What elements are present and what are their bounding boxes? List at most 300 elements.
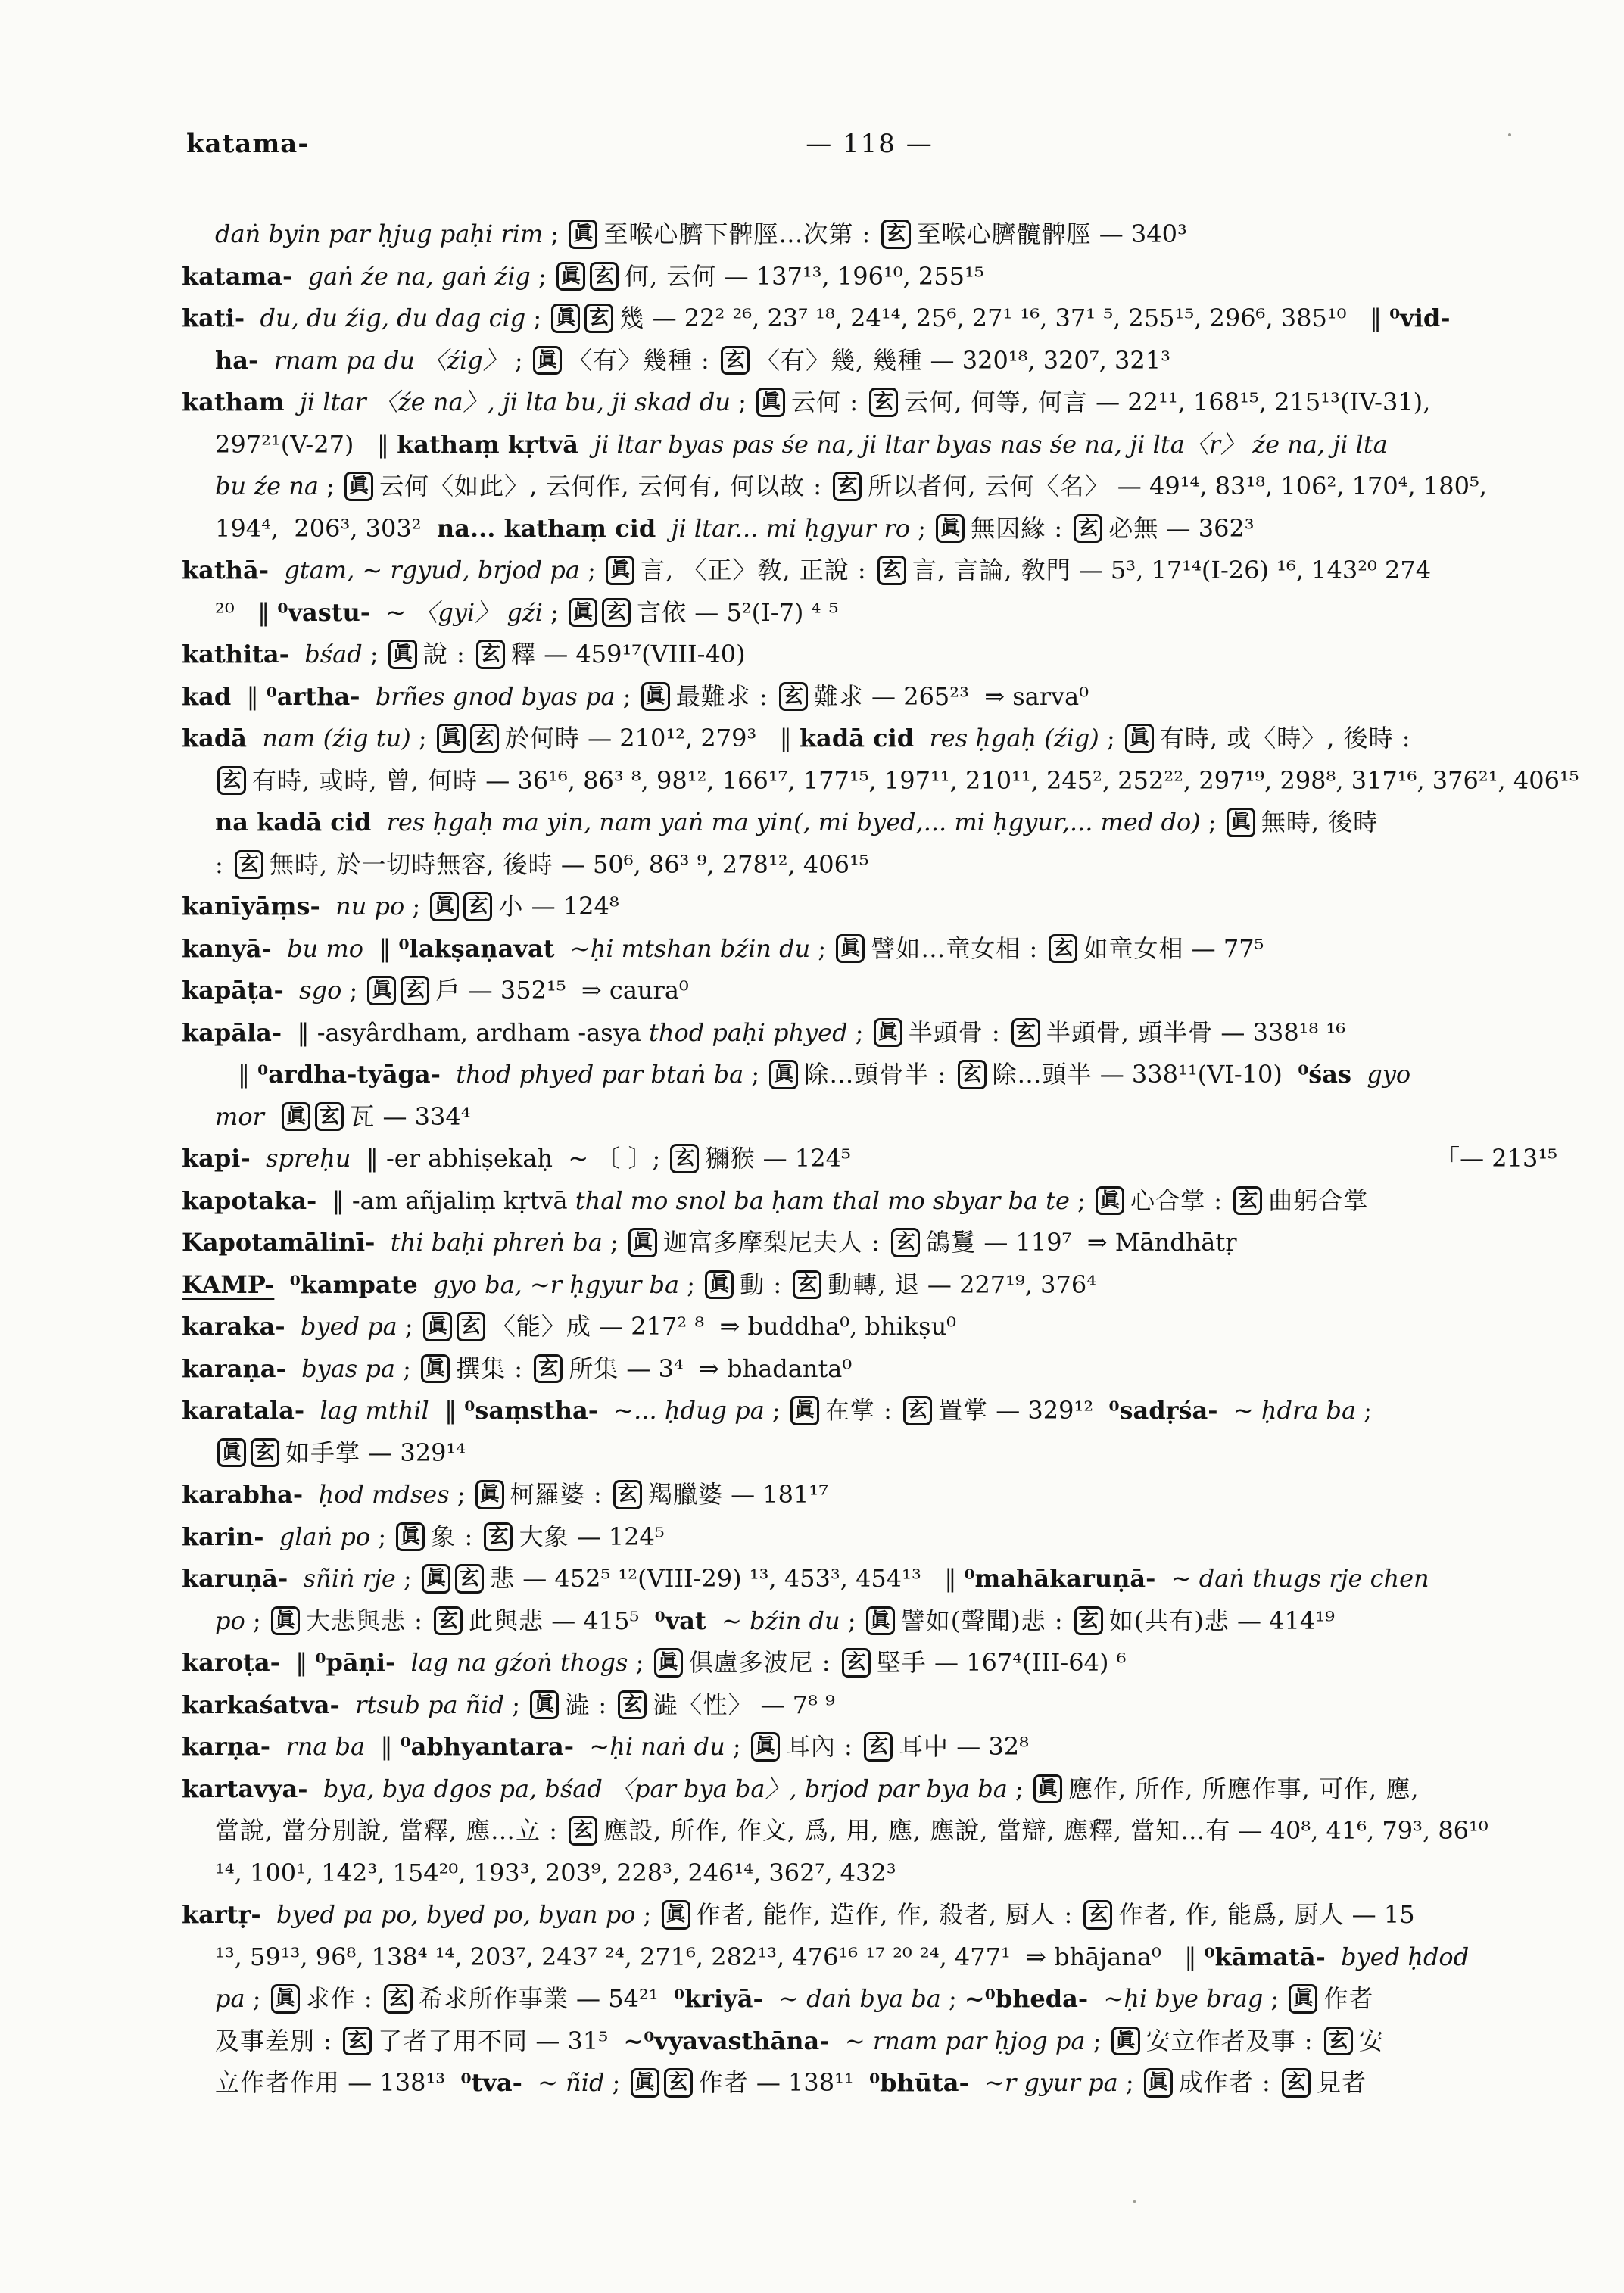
reference-text: ²⁰ ‖	[215, 597, 278, 627]
reference-text: ;	[504, 1690, 528, 1719]
entry-line	[182, 928, 1557, 970]
translator-badge-xuan: 玄	[217, 766, 246, 796]
tibetan-text: bu mo	[287, 933, 363, 963]
reference-text	[656, 514, 671, 543]
translator-badge-xuan: 玄	[476, 640, 505, 669]
lemma: katham	[182, 388, 285, 416]
chinese-text: 說 :	[422, 640, 474, 668]
translator-badge-xuan: 玄	[793, 1270, 821, 1300]
reference-text: ;	[404, 892, 429, 921]
reference-text: — 22² ²⁶, 23⁷ ¹⁸, 24¹⁴, 25⁶, 27¹ ¹⁶, 37¹ ⁵, 255¹⁵, 296⁶, 385¹⁰ ‖	[644, 304, 1390, 332]
translator-badge-zhen: 眞	[790, 1396, 819, 1425]
reference-text: ;	[341, 976, 366, 1005]
reference-text: ;	[543, 220, 567, 248]
translator-badge-zhen: 眞	[396, 1522, 425, 1552]
page-number: — 118 —	[806, 129, 934, 159]
translator-badge-xuan: 玄	[463, 892, 492, 921]
lemma: kapāṭa-	[182, 976, 284, 1005]
tibetan-text: sñiṅ rje	[303, 1564, 396, 1593]
reference-text	[441, 1060, 456, 1089]
reference-text	[914, 724, 929, 752]
chinese-text: 倶盧多波尼 :	[688, 1648, 840, 1677]
chinese-text: 羯臘婆	[647, 1480, 723, 1509]
lemma: ⁰kāmatā-	[1204, 1942, 1326, 1971]
tibetan-text: daṅ byin par ḥjug paḥi rim	[215, 220, 544, 248]
translator-badge-zhen: 眞	[756, 388, 785, 417]
tibetan-text: ~ bźin du	[722, 1606, 840, 1635]
translator-badge-zhen: 眞	[936, 514, 965, 544]
reference-text: 297²¹(V-27) ‖	[215, 429, 397, 459]
chinese-text: 云何 :	[791, 388, 868, 416]
reference-text: ;	[810, 933, 834, 963]
translator-badge-xuan: 玄	[455, 1564, 484, 1594]
translator-badge-zhen: 眞	[271, 1606, 300, 1636]
lemma: kad	[182, 681, 232, 711]
lemma: ⁰pāṇi-	[315, 1648, 396, 1677]
reference-text: — 181¹⁷	[722, 1480, 829, 1509]
reference-text	[270, 1732, 285, 1761]
entry-line	[182, 1012, 1557, 1055]
translator-badge-zhen: 眞	[628, 1228, 657, 1257]
reference-text: — 334⁴	[375, 1101, 471, 1131]
entry-line	[182, 718, 1557, 760]
reference-text: — 210¹², 279³ ‖	[579, 724, 800, 752]
entry-line	[215, 2020, 1557, 2063]
reference-text: — 459¹⁷(VIII-40)	[536, 640, 746, 668]
reference-text	[340, 1690, 355, 1719]
tibetan-text: nu po	[335, 892, 405, 921]
reference-text: — 77⁵	[1183, 933, 1264, 963]
tibetan-text: mor	[215, 1101, 264, 1131]
reference-text: ‖ -am añjaliṃ kṛtvā	[316, 1185, 575, 1215]
reference-text: — 320¹⁸, 320⁷, 321³	[922, 345, 1170, 375]
reference-text	[303, 1480, 318, 1509]
entry-line	[182, 1684, 1557, 1727]
reference-text	[304, 1396, 320, 1425]
chinese-text: 所以者何, 云何〈名〉	[868, 472, 1110, 500]
tibetan-text: byas pa	[301, 1354, 395, 1383]
tibetan-text: ~ rnam par ḥjog pa	[844, 2026, 1086, 2055]
translator-badge-zhen: 眞	[705, 1270, 734, 1300]
entry-line	[182, 886, 1557, 928]
chinese-text: 小	[498, 892, 524, 921]
scan-speck	[1508, 133, 1511, 136]
tibetan-text: ~ ḥdra ba	[1233, 1396, 1357, 1425]
chinese-text: 至喉心臍髖髀脛	[916, 220, 1092, 248]
tibetan-text: ~ daṅ bya ba	[778, 1984, 941, 2013]
chinese-text: 成作者 :	[1178, 2068, 1280, 2097]
translator-badge-xuan: 玄	[235, 850, 263, 880]
reference-text: — 338¹¹(VI-10)	[1092, 1060, 1298, 1089]
reference-text: ;	[764, 1396, 788, 1425]
tibetan-text: gyo ba, ~r ḥgyur ba	[433, 1270, 680, 1299]
chinese-text: 及事差別 :	[215, 2026, 341, 2055]
chinese-text: 見者	[1316, 2068, 1367, 2097]
reference-text	[258, 346, 273, 375]
lemma: karkaśatva-	[182, 1690, 340, 1719]
reference-text	[307, 1774, 323, 1803]
reference-text	[1218, 1396, 1233, 1425]
chinese-text: 幾	[619, 304, 645, 332]
lemma: ⁰mahākaruṇā-	[964, 1564, 1156, 1593]
entry-line	[215, 2062, 1557, 2105]
reference-text	[292, 262, 307, 291]
translator-badge-zhen: 眞	[1144, 2068, 1173, 2098]
translator-badge-zhen: 眞	[533, 346, 562, 375]
chinese-text: 動 :	[740, 1270, 791, 1299]
reference-text: — 452⁵ ¹²(VIII-29) ¹³, 453³, 454¹³ ‖	[515, 1564, 965, 1593]
reference-text	[1088, 1984, 1103, 2013]
entry-line	[215, 1936, 1557, 1979]
tibetan-text: thi baḥi phreṅ ba	[390, 1228, 603, 1257]
translator-badge-xuan: 玄	[670, 1144, 699, 1173]
reference-text: — 138¹³	[340, 2068, 461, 2097]
tibetan-text: ji ltar byas pas śe na, ji ltar byas nas śe na, ji lta〈r〉 źe na, ji lta	[594, 429, 1388, 459]
reference-text: — 7⁸ ⁹	[753, 1690, 835, 1719]
reference-text: — 352¹⁵ ⇒ caura⁰	[460, 976, 689, 1005]
translator-badge-zhen: 眞	[1096, 1186, 1124, 1216]
lemma: ⁰sadṛśa-	[1108, 1396, 1218, 1425]
reference-text: ¹³, 59¹³, 96⁸, 138⁴ ¹⁴, 203⁷, 243⁷ ²⁴, 271⁶, 282¹³, 476¹⁶ ¹⁷ ²⁰ ²⁴, 477¹ ⇒ bhājana⁰ ‖	[215, 1942, 1205, 1971]
entry-line	[238, 1054, 1557, 1096]
chinese-text: 無時, 後時	[1261, 808, 1379, 837]
reference-text	[263, 1522, 279, 1551]
entry-line	[182, 550, 1557, 592]
lemma: kapāla-	[182, 1017, 282, 1047]
chinese-text: 如手掌	[285, 1438, 361, 1467]
lemma: ⁰śas	[1298, 1060, 1351, 1089]
reference-text: — 15	[1344, 1900, 1415, 1929]
chinese-text: 有時, 或時, 曾, 何時	[252, 765, 478, 795]
entry-line	[182, 676, 1557, 718]
lemma: ⁰vid-	[1389, 304, 1451, 332]
translator-badge-xuan: 玄	[891, 1228, 920, 1257]
tibetan-text: ~ 〈gyi〉 gźi	[385, 597, 543, 627]
lemma: kathā-	[182, 556, 269, 584]
chinese-text: 獼猴	[705, 1144, 756, 1173]
reference-text	[285, 1312, 301, 1341]
chinese-text: 作者, 能作, 造作, 作, 殺者, 厨人 :	[696, 1900, 1082, 1929]
reference-text	[598, 1396, 613, 1425]
reference-text	[251, 1144, 266, 1173]
translator-badge-xuan: 玄	[590, 262, 619, 291]
chinese-text: 堅手	[876, 1648, 927, 1677]
chinese-text: 心合掌 :	[1130, 1185, 1232, 1215]
reference-text: ;	[1117, 2068, 1142, 2097]
translator-badge-xuan: 玄	[569, 1816, 597, 1846]
translator-badge-xuan: 玄	[1282, 2068, 1311, 2098]
reference-text: — 5³, 17¹⁴(I-26) ¹⁶, 143²⁰ 274	[1071, 556, 1432, 584]
tibetan-text: ḥod mdses	[318, 1480, 450, 1509]
chinese-text: 作者	[1323, 1984, 1374, 2013]
translator-badge-zhen: 眞	[569, 220, 597, 249]
chinese-text: 象 :	[431, 1522, 482, 1551]
translator-badge-zhen: 眞	[217, 1438, 246, 1468]
reference-text: ;	[449, 1480, 473, 1509]
translator-badge-zhen: 眞	[1289, 1984, 1317, 2014]
reference-text: ;	[1099, 724, 1123, 752]
reference-text: — 167⁴(III-64) ⁶	[926, 1648, 1127, 1677]
chinese-text: 言, 〈正〉敎, 正說 :	[641, 556, 875, 584]
reference-text	[285, 388, 300, 416]
running-head: katama-	[186, 129, 310, 159]
reference-text: — 340³	[1091, 220, 1187, 248]
tibetan-text: res ḥgaḥ ma yin, nam yaṅ ma yin(, mi byed,... mi ḥgyur,... med do)	[386, 808, 1201, 837]
reference-text	[261, 1900, 276, 1929]
chinese-text: 當說, 當分別說, 當釋, 應…立 :	[215, 1816, 567, 1845]
chinese-text: 如童女相	[1083, 933, 1184, 963]
tibetan-text: nam (źig tu)	[262, 724, 411, 752]
translator-badge-xuan: 玄	[1011, 1018, 1040, 1048]
translator-badge-xuan: 玄	[315, 1102, 344, 1132]
chinese-text: 應作, 所作, 所應作事, 可作, 應,	[1068, 1774, 1420, 1803]
translator-badge-zhen: 眞	[530, 1690, 559, 1720]
translator-badge-zhen: 眞	[367, 976, 396, 1005]
lemma: karabha-	[182, 1480, 304, 1509]
tibetan-text: gtam, ~ rgyud, brjod pa	[284, 556, 580, 584]
reference-text: — 329¹⁴	[360, 1438, 466, 1467]
reference-text: ;	[410, 724, 435, 752]
lemma: ⁰bhūta-	[869, 2068, 969, 2097]
entry-list	[182, 213, 1579, 2105]
chinese-text: 言依	[637, 597, 687, 627]
translator-badge-zhen: 眞	[606, 556, 634, 585]
tibetan-text: sgo	[299, 976, 342, 1005]
reference-text: ;	[840, 1606, 864, 1635]
reference-text: ‖	[365, 1732, 401, 1761]
tibetan-text: gaṅ źe na, gaṅ źig	[307, 261, 531, 291]
lemma: karaka-	[182, 1312, 285, 1341]
chinese-text: 何, 云何	[625, 261, 717, 291]
reference-text: — 138¹¹	[748, 2068, 870, 2097]
entry-line	[182, 1138, 1557, 1180]
lemma: kadā	[182, 724, 248, 752]
lemma: karin-	[182, 1522, 264, 1551]
reference-text: — 32⁸	[949, 1732, 1029, 1761]
chinese-text: 耳內 :	[785, 1732, 862, 1761]
translator-badge-zhen: 眞	[662, 1900, 690, 1930]
reference-text: — 31⁵	[528, 2026, 624, 2055]
translator-badge-zhen: 眞	[769, 1060, 798, 1089]
reference-text: — 362³	[1158, 513, 1255, 543]
translator-badge-xuan: 玄	[1324, 2027, 1353, 2056]
entry-line	[215, 424, 1557, 466]
translator-badge-xuan: 玄	[343, 2027, 372, 2056]
reference-text: — 54²¹	[568, 1984, 674, 2013]
tibetan-text: thal mo snol ba ḥam thal mo sbyar ba te	[575, 1185, 1070, 1215]
reference-text: ;	[245, 1606, 269, 1635]
lemma: ⁰lakṣaṇavat	[398, 933, 555, 963]
chinese-text: :	[215, 849, 232, 879]
reference-text: ;	[940, 1984, 965, 2013]
reference-text: ;	[847, 1017, 871, 1047]
reference-text: ;	[245, 1984, 269, 2013]
tibetan-text: spreḥu	[266, 1144, 351, 1173]
translator-badge-xuan: 玄	[903, 1396, 932, 1425]
reference-text: — 338¹⁸ ¹⁶	[1213, 1017, 1346, 1047]
chinese-text: 此與悲	[469, 1606, 544, 1635]
entry-line	[215, 592, 1557, 634]
reference-text: — 5²(I-7) ⁴ ⁵	[687, 597, 839, 627]
reference-text: — 36¹⁶, 86³ ⁸, 98¹², 166¹⁷, 177¹⁵, 197¹¹, 210¹¹, 245², 252²², 297¹⁹, 298⁸, 317¹⁶, 376²¹, 406¹⁵	[478, 765, 1579, 795]
chinese-text: 希求所作事業	[418, 1984, 569, 2013]
translator-badge-xuan: 玄	[1083, 1900, 1112, 1930]
reference-text: 194⁴, 206³, 303²	[215, 513, 437, 543]
reference-text	[1326, 1943, 1341, 1971]
lemma: ⁰kampate	[289, 1270, 418, 1299]
reference-text: ;	[1069, 1185, 1094, 1215]
reference-text: ;	[362, 640, 386, 668]
chinese-text: 求作 :	[305, 1984, 382, 2013]
reference-text: ;	[730, 388, 755, 416]
reference-text: ;	[635, 1900, 659, 1929]
lemma: kartavya-	[182, 1774, 308, 1803]
translator-badge-zhen: 眞	[423, 1312, 452, 1341]
translator-badge-xuan: 玄	[470, 724, 499, 753]
entry-line	[215, 1432, 1557, 1475]
reference-text: ‖	[363, 933, 399, 963]
tibetan-text: bu źe na	[215, 472, 319, 500]
translator-badge-zhen: 眞	[836, 934, 865, 964]
tibetan-text: ~ḥi mtshan bźin du	[569, 933, 811, 963]
reference-text	[522, 2068, 538, 2097]
reference-text: ¹⁴, 100¹, 142³, 154²⁰, 193³, 203⁹, 228³, 246¹⁴, 362⁷, 432³	[215, 1858, 896, 1887]
tibetan-text: ~ḥi naṅ du	[589, 1732, 725, 1761]
chinese-text: 鴿鬘	[926, 1228, 977, 1257]
reference-text	[247, 724, 262, 752]
reference-text: — 124⁵	[569, 1522, 665, 1551]
reference-text: ;	[530, 261, 555, 291]
tibetan-text: ~... ḥdug pa	[613, 1396, 765, 1425]
lemma: kathita-	[182, 640, 289, 668]
entry-line	[182, 256, 1557, 298]
reference-text	[286, 1354, 301, 1383]
reference-text: — 50⁶, 86³ ⁹, 278¹², 406¹⁵	[553, 849, 869, 879]
chinese-text: 所集	[569, 1354, 619, 1383]
translator-badge-zhen: 眞	[475, 1480, 504, 1509]
translator-badge-zhen: 眞	[437, 724, 466, 753]
reference-text: — 119⁷ ⇒ Māndhātṛ	[976, 1228, 1237, 1257]
lemma: karṇa-	[182, 1732, 271, 1761]
reference-text	[370, 598, 385, 627]
tibetan-text: gyo	[1367, 1060, 1411, 1089]
lemma: ⁰artha-	[266, 681, 360, 711]
translator-badge-zhen: 眞	[569, 598, 597, 628]
lemma: kati-	[182, 304, 245, 332]
translator-badge-zhen: 眞	[641, 682, 670, 712]
reference-text: ;	[679, 1270, 703, 1299]
tibetan-text: du, du źig, du dag cig	[260, 304, 526, 332]
reference-text	[763, 1984, 778, 2013]
entry-line	[215, 508, 1557, 550]
page-header	[182, 129, 1557, 174]
reference-text	[706, 1606, 722, 1635]
translator-badge-xuan: 玄	[842, 1648, 871, 1678]
entry-line	[215, 844, 1557, 886]
reference-text	[371, 808, 386, 837]
lemma: kartṛ-	[182, 1900, 261, 1929]
chinese-text: 曲躬合掌	[1268, 1185, 1369, 1215]
reference-text: ;	[615, 681, 639, 711]
translator-badge-xuan: 玄	[534, 1354, 563, 1384]
translator-badge-zhen: 眞	[1033, 1774, 1062, 1804]
reference-text	[574, 1732, 589, 1761]
reference-text: ‖	[231, 681, 267, 711]
reference-text: — 22¹¹, 168¹⁵, 215¹³(IV-31),	[1087, 388, 1431, 416]
lemma: kanīyāṃs-	[182, 892, 320, 921]
translator-badge-xuan: 玄	[401, 976, 429, 1005]
reference-text: — 227¹⁹, 376⁴	[919, 1270, 1097, 1299]
tibetan-text: rnam pa du 〈źig〉	[273, 345, 507, 375]
tibetan-text: lag mthil	[320, 1396, 429, 1425]
translator-badge-xuan: 玄	[833, 472, 862, 501]
reference-text: ;	[542, 597, 567, 627]
reference-text	[578, 430, 594, 459]
tibetan-text: po	[215, 1606, 245, 1635]
translator-badge-xuan: 玄	[721, 346, 750, 375]
lemma: katama-	[182, 261, 293, 291]
translator-badge-xuan: 玄	[864, 1732, 893, 1762]
translator-badge-xuan: 玄	[618, 1690, 647, 1720]
lemma: karuṇā-	[182, 1564, 288, 1593]
chinese-text: 安	[1358, 2026, 1384, 2055]
entry-line	[215, 1600, 1557, 1643]
chinese-text: 耳中	[899, 1732, 949, 1761]
reference-text	[269, 556, 284, 584]
reference-text	[830, 2027, 845, 2055]
entry-line	[182, 1348, 1557, 1391]
reference-text	[264, 1102, 279, 1131]
lemma: ⁰saṃstha-	[464, 1396, 598, 1425]
translator-badge-xuan: 玄	[602, 598, 631, 628]
lemma: karaṇa-	[182, 1354, 286, 1383]
scan-speck	[1133, 2200, 1136, 2203]
chinese-text: 釋	[511, 640, 537, 668]
reference-text: ;	[910, 513, 934, 543]
entry-line	[215, 802, 1557, 844]
reference-text: — 329¹²	[988, 1396, 1109, 1425]
entry-line	[215, 466, 1557, 508]
translator-badge-xuan: 玄	[1233, 1186, 1262, 1216]
lemma: karoṭa-	[182, 1648, 280, 1677]
tibetan-text: pa	[215, 1984, 245, 2013]
lemma: ⁰vat	[654, 1606, 706, 1635]
lemma: ⁰tva-	[460, 2068, 522, 2097]
chinese-text: 動轉, 退	[828, 1270, 920, 1299]
reference-text: ;	[1356, 1396, 1373, 1425]
translator-badge-zhen: 眞	[1227, 808, 1255, 837]
translator-badge-xuan: 玄	[881, 220, 910, 249]
translator-badge-zhen: 眞	[556, 262, 585, 291]
lemma: ⁰abhyantara-	[400, 1732, 574, 1761]
chinese-text: 大象	[519, 1522, 569, 1551]
chinese-text: 瓦	[350, 1101, 376, 1131]
translator-badge-xuan: 玄	[869, 388, 898, 417]
lemma: ~⁰vyavasthāna-	[623, 2026, 830, 2055]
chinese-text: 云何, 何等, 何言	[904, 388, 1088, 416]
chinese-text: 應設, 所作, 作文, 爲, 用, 應, 應說, 當辯, 應釋, 當知…有	[603, 1816, 1231, 1845]
reference-text	[418, 1270, 433, 1299]
chinese-text: 了者了用不同	[378, 2026, 528, 2055]
tibetan-text: ji ltar 〈źe na〉, ji lta bu, ji skad du	[299, 388, 731, 416]
translator-badge-xuan: 玄	[779, 682, 808, 712]
reference-text: ;	[318, 472, 343, 500]
translator-badge-xuan: 玄	[1049, 934, 1077, 964]
tibetan-text: ~r gyur pa	[984, 2068, 1118, 2097]
turnover-reference	[1435, 1138, 1557, 1180]
reference-text: ;	[1200, 808, 1224, 837]
reference-text	[288, 1564, 303, 1593]
